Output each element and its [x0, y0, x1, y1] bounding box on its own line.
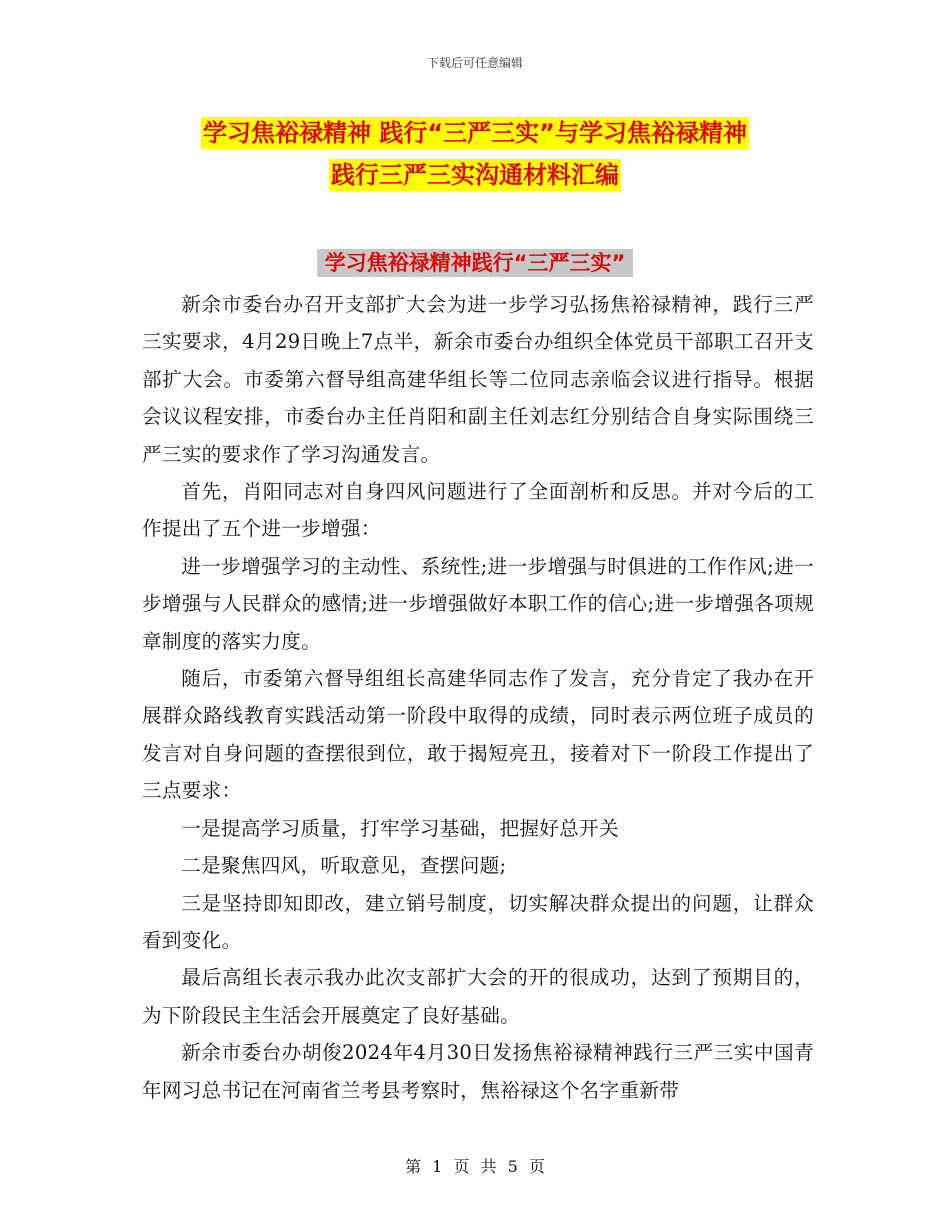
paragraph: 随后，市委第六督导组组长高建华同志作了发言，充分肯定了我办在开展群众路线教育实践活动第一阶段中取得的成绩，同时表示两位班子成员的发言对自身问题的查摆很到位，敢于揭短亮丑，接着对下一阶段工作提出了三点要求： [142, 667, 814, 803]
paragraph: 进一步增强学习的主动性、系统性;进一步增强与时俱进的工作作风;进一步增强与人民群众的感情;进一步增强做好本职工作的信心;进一步增强各项规章制度的落实力度。 [142, 554, 814, 653]
paragraph: 首先，肖阳同志对自身四风问题进行了全面剖析和反思。并对今后的工作提出了五个进一步增强： [142, 480, 814, 541]
document-body [142, 286, 814, 1109]
title-line-2-text: 践行三严三实沟通材料汇编 [331, 161, 619, 189]
header-note: 下载后可任意编辑 [426, 56, 523, 70]
section-subtitle [0, 248, 950, 278]
document-title-line-2 [0, 158, 950, 192]
paragraph: 新余市委台办召开支部扩大会为进一步学习弘扬焦裕禄精神，践行三严三实要求，4月29日晚上7点半，新余市委台办组织全体党员干部职工召开支部扩大会。市委第六督导组高建华组长等二位同志亲临会议进行指导。根据会议议程安排，市委台办主任肖阳和副主任刘志红分别结合自身实际围绕三严三实的要求作了学习沟通发言。 [142, 293, 814, 466]
subtitle-text: 学习焦裕禄精神践行“三严三实” [317, 249, 634, 277]
paragraph: 三是坚持即知即改，建立销号制度，切实解决群众提出的问题，让群众看到变化。 [142, 891, 814, 952]
document-title-line-1 [0, 116, 950, 150]
paragraph: 新余市委台办胡俊2024年4月30日发扬焦裕禄精神践行三严三实中国青年网习总书记在河南省兰考县考察时，焦裕禄这个名字重新带 [142, 1041, 814, 1102]
paragraph: 最后高组长表示我办此次支部扩大会的开的很成功，达到了预期目的，为下阶段民主生活会开展奠定了良好基础。 [142, 966, 814, 1027]
title-line-1-text: 学习焦裕禄精神 践行“三严三实”与学习焦裕禄精神 [203, 119, 747, 147]
paragraph: 二是聚焦四风，听取意见，查摆问题; [181, 854, 507, 878]
page-footer: 第 1 页 共 5 页 [405, 1157, 545, 1176]
paragraph: 一是提高学习质量，打牢学习基础，把握好总开关 [181, 816, 619, 840]
